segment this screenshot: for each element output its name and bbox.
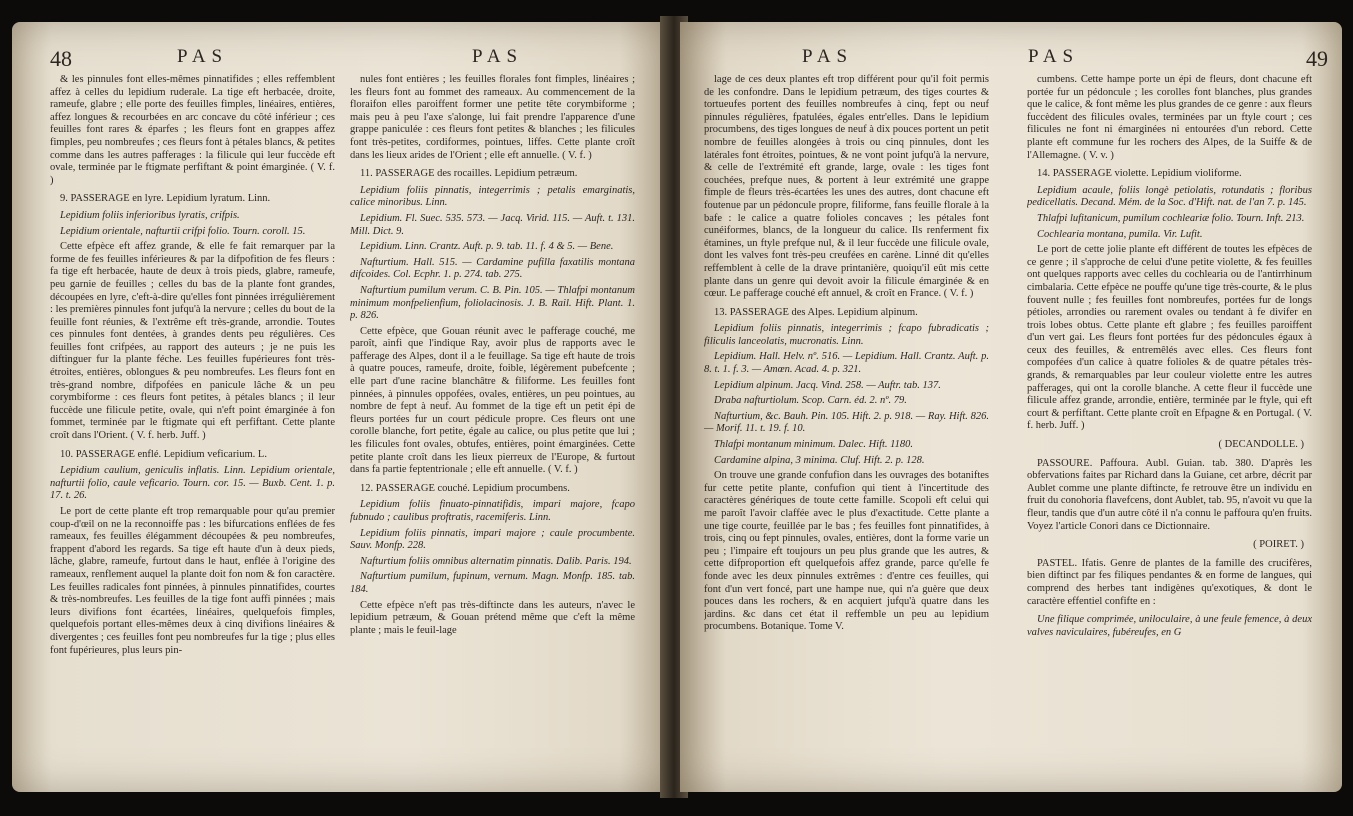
synonym: Lepidium. Fl. Suec. 535. 573. — Jacq. Virid. 115. — Auft. t. 131. Mill. Dict. 9. bbox=[350, 212, 635, 237]
paragraph: Le port de cette plante eft trop remarquable pour qu'au premier coup-d'œil on ne la reconnoiffe pas : les bifurcations enflées de fes rameaux, fes feuilles élégamment découpées & peu nombreufes, frappent d'abord les regards. Sa tige eft haute d'un à deux pieds, lâche, glabre, rameufe, furtout dans le haut, enflée à l'origine des rameaux, renflement auquel la plante doit fon nom & fon caractère. Les feuilles radicales font pinnées, à pinnules pinnatifides, courtes & très-nombreufes. Les feuilles de la tige font auffi pinnées ; mais leurs divifions font écartées, linéaires, quelquefois fimples, quelquefois portant elles-mêmes deux à cinq divifions linéaires & divergentes ; ces feuilles font peu nombreufes fur la tige ; plus elles font fupérieures, plus leurs pin- bbox=[50, 506, 335, 656]
synonym: Draba nafturtiolum. Scop. Carn. éd. 2. nº. 79. bbox=[714, 395, 907, 407]
synonym: Nafturtium pumilum, fupinum, vernum. Magn. Monfp. 185. tab. 184. bbox=[350, 571, 635, 595]
synonym: Lepidium foliis pinnatis, impari majore ; caule procumbente. Sauv. Monfp. 228. bbox=[350, 527, 635, 552]
running-head: PAS bbox=[802, 46, 854, 67]
paragraph: Une filique comprimée, uniloculaire, à une feule femence, à deux valves naviculaires, fubéreufes, en G bbox=[1027, 614, 1312, 638]
text-column-right-2 bbox=[1027, 74, 1312, 774]
paragraph: Le port de cette jolie plante eft différent de toutes les efpèces de ce genre ; il s'approche de celui d'une petite violette, & fes feuilles ont quelques rapports avec celles du cochlearia ou de l'antirrhinum cimbalaria. Cette efpèce ne pouffe qu'une tige très-courte, & le plus fouvent nulle ; fes feuilles font nombreufes, portées fur de longs pétioles, arrondies ou rarement ovales ou tendant à fe divifer en trois lobes obtus. Cette plante eft glabre ; fes feuilles paroiffent d'un vert gai. Les fleurs font portées fur des pédoncules égaux à ceux des feuilles, & entremêlés avec elles. Ces fleurs font compofées d'un calice à quatre folioles & de quatre pétales très-grands, & remarquables par leur couleur violette entre les autres pafferages, qui ont la corolle blanche. A cette fleur il fuccède une filicule affez grande, arrondie, entière, terminée par le ftyle, qui eft court & perfiftant. Cette plante croît en Efpagne & en Portugal. ( V. f. herb. Juff. ) bbox=[1027, 244, 1312, 432]
entry-heading: 10. PASSERAGE enflé. Lepidium veficarium. L. bbox=[60, 448, 267, 460]
synonym: Cardamine alpina, 3 minima. Cluf. Hift. 2. p. 128. bbox=[714, 454, 925, 466]
synonym: Lepidium foliis finuato-pinnatifidis, impari majore, fcapo fubnudo ; caulibus proftratis, racemiferis. Linn. bbox=[350, 499, 635, 523]
paragraph: Cette efpèce eft affez grande, & elle fe fait remarquer par la forme de fes feuilles inférieures & par la difpofition de fes fleurs : fa tige eft herbacée, haute de deux à trois pieds, glabre, rameufe, peu garnie de feuilles ; celles du bas de la plante font grandes, découpées en lyre, c'eft-à-dire qu'elles font pinnées irrégulièrement : les premières pinnules font jufqu'à la nervure ; celles du bout de la feuille font réunies, & l'extrême eft très-grande, arrondie. Toutes ces pinnules font dentées, à grandes dents peu régulières. Ces feuilles font crifpées, au rapport des auteurs ; je ne puis les diftinguer fur la plante féche. Les feuilles fupérieures font très-étroites, entières, oblongues & peu nombreufes. Les fleurs font en très-grand nombre, difpofées en panicule lâche & un peu corymbiforme : ces fleurs font petites, à pétales blancs ; il leur fuccède une filicule petite, ovale, qui n'eft point émarginée à fon fommet, terminée par le ftigmate qui eft perfiftant. Cette plante croît dans l'Orient. ( V. f. herb. Juff. ) bbox=[50, 241, 335, 442]
synonym: Nafturtium. Hall. 515. — Cardamine pufilla faxatilis montana difcoides. Col. Ecphr. 1. p. 274. tab. 275. bbox=[350, 256, 635, 281]
entry-heading: 12. PASSERAGE couché. Lepidium procumbens. bbox=[360, 482, 570, 494]
right-page-header bbox=[680, 42, 1342, 72]
synonym: Thlafpi montanum minimum. Dalec. Hift. 1180. bbox=[714, 439, 914, 451]
entry-heading: 11. PASSERAGE des rocailles. Lepidium petræum. bbox=[360, 168, 578, 180]
author-signature: ( DECANDOLLE. ) bbox=[1218, 439, 1304, 451]
synonym: Lepidium foliis pinnatis, integerrimis ; petalis emarginatis, calice minoribus. Linn. bbox=[350, 184, 635, 209]
synonym: Lepidium acaule, foliis longè petiolatis, rotundatis ; floribus pedicellatis. Decand. Mém. de la Soc. d'Hift. nat. de l'an 7. p. 145. bbox=[1027, 184, 1312, 209]
text-column-left-2 bbox=[350, 74, 635, 774]
entry-heading: 9. PASSERAGE en lyre. Lepidium lyratum. Linn. bbox=[60, 193, 271, 205]
paragraph: lage de ces deux plantes eft trop différent pour qu'il foit permis de les confondre. Dans le lepidium petræum, des tiges courtes & tortueufes portent des feuilles nombreufes à cinq, fept ou neuf pinnules régulières, fpatulées, égales entr'elles. Dans le lepidium procumbens, des tiges longues de neuf à dix pouces portent un petit nombre de feuilles alongées à trois ou cinq pinnules, dont les latérales font étroites, pointues, & ne vont point jufqu'à la nervure, & celle de l'extrémité eft grande, large, ovale : les tiges font couchées, prefque nues, & portent à leur extrémité une grappe fimple de fleurs très-écartées les unes des autres, dont chacune eft foutenue par un pédoncule propre, filiforme, fans feuille florale à la bafe : le calice a quatre folioles concaves ; les pétales font cunéiformes, blancs, de la longueur du calice. Ils renferment fix étamines, un ftyle prefque nul, & il leur fuccède une filicule ovale, dont les valves font très-peu creufées en carène. Linné dit qu'elles reffemblent à celle de la drave printanière, quoiqu'il eût mis cette plante dans un genre qui devoit avoir la filicule émarginée & en cœur. Le pafferage couché eft annuel, & croît en France. ( V. f. ) bbox=[704, 74, 989, 300]
page-number: 48 bbox=[50, 46, 72, 71]
synonym: Nafturtium foliis omnibus alternatim pinnatis. Dalib. Paris. 194. bbox=[360, 555, 632, 567]
paragraph: nules font entières ; les feuilles florales font fimples, linéaires ; les fleurs font au fommet des rameaux. Au commencement de la floraifon elles paroiffent former une petite tête corymbiforme ; mais peu à peu l'axe s'alonge, lui fait prendre l'apparence d'une grappe paniculée : ces fleurs font petites & blanches ; les filicules font très-petites, cordiformes, pointues, liffes. Cette plante croît dans les lieux arides de l'Orient ; elle eft annuelle. ( V. f. ) bbox=[350, 74, 635, 161]
synonym: Lepidium foliis pinnatis, integerrimis ; fcapo fubradicatis ; filiculis lanceolatis, mucronatis. Linn. bbox=[704, 323, 989, 347]
synonym: Lepidium. Hall. Helv. nº. 516. — Lepidium. Hall. Crantz. Auft. p. 8. t. 1. f. 3. — Amœn. Acad. 4. p. 321. bbox=[704, 351, 989, 376]
running-head: PAS bbox=[1028, 46, 1080, 67]
synonym: Lepidium caulium, geniculis inflatis. Linn. Lepidium orientale, nafturtii folio, caule veficario. Tourn. cor. 15. — Buxb. Cent. 1. p. 17. t. 26. bbox=[50, 465, 335, 502]
text-column-right-1 bbox=[704, 74, 989, 774]
synonym: Lepidium alpinum. Jacq. Vind. 258. — Auftr. tab. 137. bbox=[714, 379, 941, 391]
running-head: PAS bbox=[177, 46, 229, 67]
author-signature: ( POIRET. ) bbox=[1253, 539, 1304, 551]
text-column-left-1 bbox=[50, 74, 335, 774]
synonym: Nafturtium, &c. Bauh. Pin. 105. Hift. 2. p. 918. — Ray. Hift. 826. — Morif. 11. t. 19. f. 10. bbox=[704, 410, 989, 435]
running-head: PAS bbox=[472, 46, 524, 67]
paragraph: & les pinnules font elles-mêmes pinnatifides ; elles reffemblent affez à celles du lepidium ruderale. La tige eft herbacée, droite, rameufe, glabre ; elle porte des feuilles fimples, linéaires, entières, affez longues & recourbées en arc concave du côté inférieur ; ces feuilles font rares & éparfes ; les fleurs font en grappes affez fimples, peu nombreufes ; ces fleurs font à pétales blancs, & petites comme dans les autres pafferages : la filicule qui leur fuccède eft ovale, terminée par le ftigmate perfiftant & point émarginée. ( V. f. ) bbox=[50, 74, 335, 186]
paragraph: Cette efpèce, que Gouan réunit avec le pafferage couché, me paroît, ainfi que l'indique Ray, avoir plus de rapports avec le pafferage des Alpes, dont il a le feuillage. Sa tige eft haute de trois à quatre pouces, rameufe, droite, foible, légèrement pubefcente ; elle part d'une racine blanchâtre & filiforme. Les feuilles font pinnées, à pinnules oppofées, ovales, entières, un peu pointues, au nombre de fept à neuf. Au fommet de la tige eft un petit épi de fleurs portées fur un court pédicule propre. Ces fleurs ont une corolle blanche, fort petite, égale au calice, ou plus petite que lui ; les filicules font ovales, obtufes, entières, point émarginées. Cette petite plante croît dans les lieux pierreux de l'Europe, & furtout dans fa partie feptentrionale ; elle eft annuelle. ( V. f. ) bbox=[350, 325, 635, 476]
paragraph: PASTEL. Ifatis. Genre de plantes de la famille des crucifères, bien diftinct par fes filiques pendantes & en forme de langues, qui comprend des herbes tant indigènes qu'exotiques, & dont le caractère effentiel confifte en : bbox=[1027, 557, 1312, 607]
synonym: Lepidium foliis inferioribus lyratis, crifpis. bbox=[60, 209, 240, 221]
synonym: Thlafpi lufitanicum, pumilum cochleariæ folio. Tourn. Inft. 213. bbox=[1037, 212, 1305, 224]
paragraph: cumbens. Cette hampe porte un épi de fleurs, dont chacune eft portée fur un pédoncule ; les corolles font blanches, plus grandes que le calice, & font même les plus grandes de ce genre : aux fleurs fuccèdent des filicules ovales, terminées par un ftyle court ; ces filicules ne font ni émarginées ni entourées d'un rebord. Cette plante eft commune fur les rochers des Alpes, de la Suiffe & de l'Allemagne. ( V. v. ) bbox=[1027, 74, 1312, 161]
synonym: Lepidium. Linn. Crantz. Auft. p. 9. tab. 11. f. 4 & 5. — Bene. bbox=[360, 241, 614, 253]
left-page-header bbox=[12, 42, 672, 72]
synonym: Nafturtium pumilum verum. C. B. Pin. 105. — Thlafpi montanum minimum monfpelienfium, foliolacinosis. J. B. Rail. Hift. Plant. 1. p. 826. bbox=[350, 284, 635, 322]
right-page bbox=[680, 22, 1342, 792]
page-number: 49 bbox=[1306, 46, 1328, 71]
paragraph: On trouve une grande confufion dans les ouvrages des botaniftes fur cette petite plante, confufion qui tient à l'incertitude des caractères génériques de toute cette famille. Scopoli eft celui qui me paroît l'avoir claffée avec le plus d'exactitude. Cette plante a une tige courte, feuillée par le bas ; fes feuilles font pinnatifides, à trois, cinq ou fept pinnules, ovales, entières, dont la forme varie un peu ; l'impaire eft toujours un peu plus grande que les autres, & cette difproportion eft quelquefois affez grande, parce qu'elle fe fonde avec les deux pinnules extrêmes : d'entre ces feuilles, qui font d'un vert foncé, part une hampe nue, qui n'a guère que deux pouces dans les rochers, & en acquiert jufqu'à quatre dans les jardins. &c dans cet état il reffemble un peu au lepidium procumbens. Botanique. Tome V. bbox=[704, 470, 989, 633]
entry-heading: 13. PASSERAGE des Alpes. Lepidium alpinum. bbox=[714, 306, 918, 318]
paragraph: Cette efpèce n'eft pas très-diftincte dans les auteurs, n'avec le lepidium petræum, & Gouan prétend même que c'eft la même plante ; mais le feuil-lage bbox=[350, 599, 635, 636]
paragraph: PASSOURE. Paffoura. Aubl. Guian. tab. 380. D'après les obfervations faites par Richard dans la Guiane, cet arbre, décrit par Aublet comme une plante diftincte, fe retrouve être un individu en fruit du conohoria flavefcens, dont Aublet, tab. 95, n'avoit vu que la fleur, tandis que d'un autre côté il n'a connu le paffoura qu'en fruits. Voyez l'article Conori dans ce Dictionnaire. bbox=[1027, 457, 1312, 532]
synonym: Lepidium orientale, nafturtii crifpi folio. Tourn. coroll. 15. bbox=[60, 225, 306, 237]
entry-heading: 14. PASSERAGE violette. Lepidium violiforme. bbox=[1037, 168, 1242, 180]
left-page bbox=[12, 22, 672, 792]
synonym: Cochlearia montana, pumila. Vir. Lufit. bbox=[1037, 228, 1203, 240]
